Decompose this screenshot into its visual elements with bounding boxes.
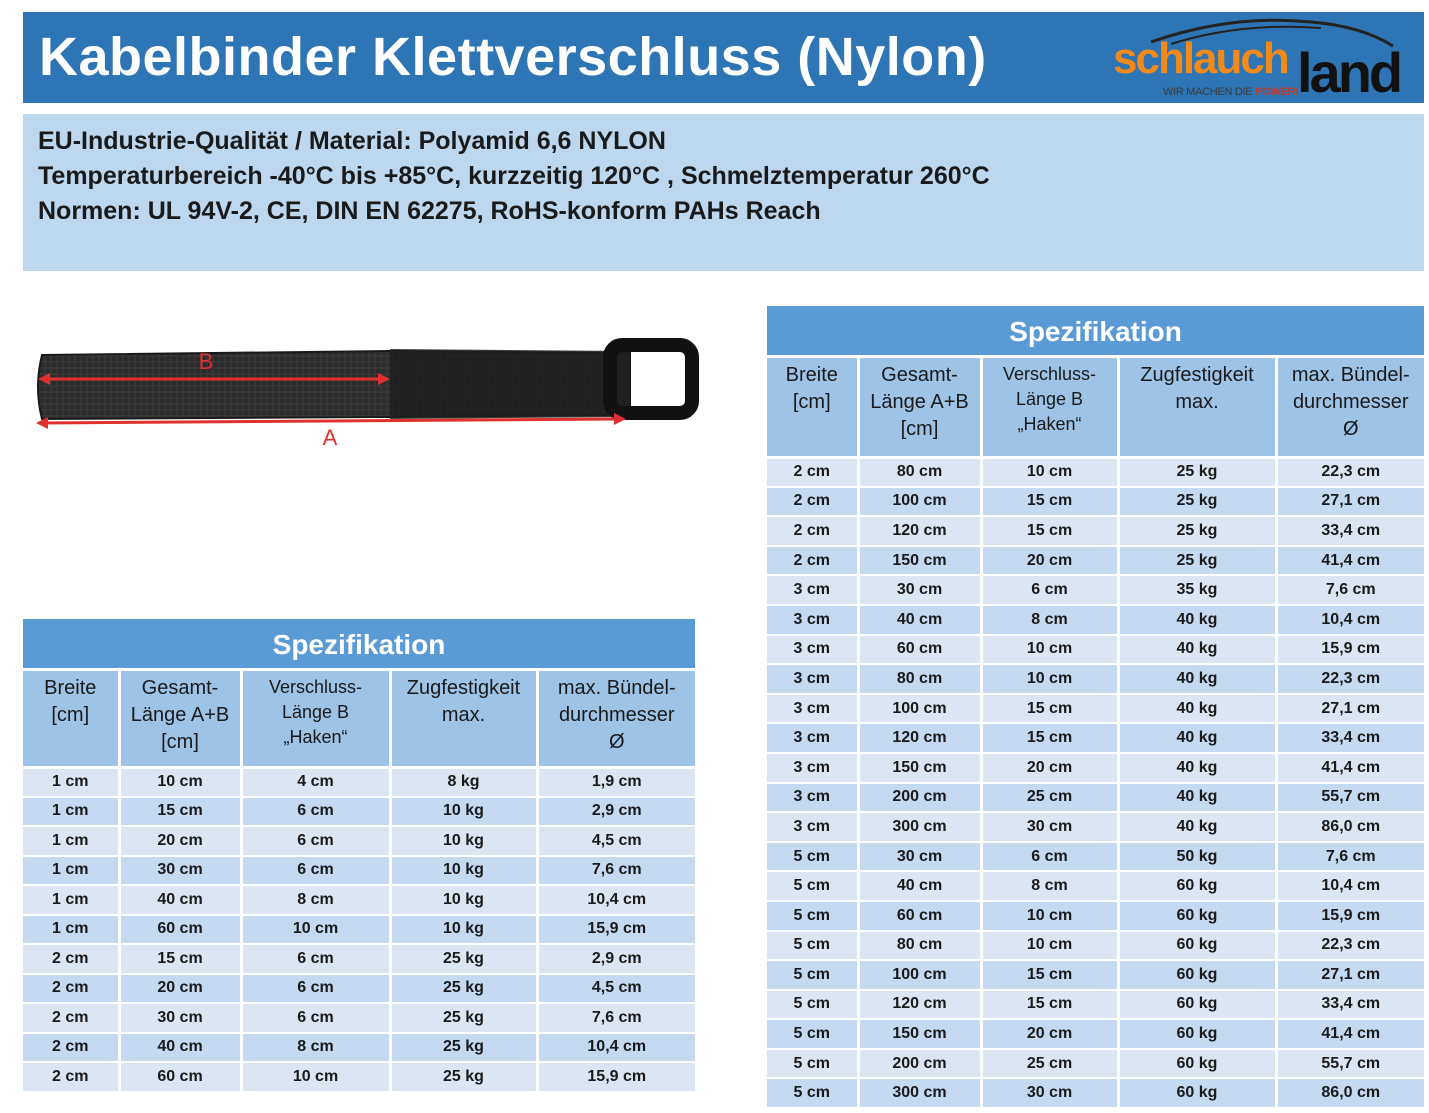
- cell-zugfestigkeit: 60 kg: [1118, 990, 1276, 1020]
- spec-table-left: [23, 619, 695, 1093]
- logo-tagline-text: WIR MACHEN DIE: [1163, 86, 1253, 98]
- col-header-buendeldurchmesser: [537, 671, 695, 767]
- cell-gesamtlaenge: 150 cm: [858, 753, 981, 783]
- spec-title-right: Spezifikation: [767, 306, 1424, 358]
- cell-gesamtlaenge: 80 cm: [858, 664, 981, 694]
- cell-verschlusslaenge: 15 cm: [981, 516, 1118, 546]
- cell-breite: 2 cm: [767, 457, 858, 487]
- cell-breite: 3 cm: [767, 605, 858, 635]
- page-title: Kabelbinder Klettverschluss (Nylon): [39, 27, 987, 87]
- cell-gesamtlaenge: 120 cm: [858, 516, 981, 546]
- col-header-line: Länge A+B: [870, 391, 969, 413]
- cell-buendeldurchmesser: 86,0 cm: [1276, 812, 1424, 842]
- cell-buendeldurchmesser: 15,9 cm: [537, 915, 695, 945]
- cell-gesamtlaenge: 60 cm: [858, 635, 981, 665]
- cell-verschlusslaenge: 15 cm: [981, 487, 1118, 517]
- table-row: [767, 842, 1424, 872]
- cell-verschlusslaenge: 6 cm: [981, 575, 1118, 605]
- cell-zugfestigkeit: 35 kg: [1118, 575, 1276, 605]
- cell-verschlusslaenge: 25 cm: [981, 1049, 1118, 1079]
- cell-breite: 2 cm: [767, 546, 858, 576]
- cell-gesamtlaenge: 40 cm: [119, 1033, 241, 1063]
- cell-verschlusslaenge: 4 cm: [241, 767, 390, 797]
- cell-buendeldurchmesser: 2,9 cm: [537, 944, 695, 974]
- cell-verschlusslaenge: 6 cm: [981, 842, 1118, 872]
- table-row: [767, 694, 1424, 724]
- col-header-line: [cm]: [51, 704, 90, 726]
- table-row: [767, 1019, 1424, 1049]
- col-header-line: Länge B: [281, 702, 350, 722]
- cell-zugfestigkeit: 60 kg: [1118, 901, 1276, 931]
- col-header-line: „Haken“: [283, 727, 348, 747]
- cell-buendeldurchmesser: 33,4 cm: [1276, 723, 1424, 753]
- cell-verschlusslaenge: 15 cm: [981, 960, 1118, 990]
- cell-verschlusslaenge: 8 cm: [981, 605, 1118, 635]
- table-row: [23, 915, 695, 945]
- col-header-line: „Haken“: [1017, 414, 1082, 434]
- cell-buendeldurchmesser: 27,1 cm: [1276, 694, 1424, 724]
- cell-zugfestigkeit: 10 kg: [390, 915, 537, 945]
- spec-grid-left: [23, 671, 695, 1093]
- cell-breite: 3 cm: [767, 812, 858, 842]
- col-header-line: Ø: [608, 731, 625, 753]
- col-header-breite: [767, 358, 858, 457]
- cell-breite: 3 cm: [767, 575, 858, 605]
- cell-buendeldurchmesser: 55,7 cm: [1276, 783, 1424, 813]
- cell-breite: 3 cm: [767, 723, 858, 753]
- cell-verschlusslaenge: 10 cm: [981, 901, 1118, 931]
- cell-gesamtlaenge: 30 cm: [119, 1003, 241, 1033]
- cell-buendeldurchmesser: 7,6 cm: [537, 856, 695, 886]
- cell-zugfestigkeit: 40 kg: [1118, 694, 1276, 724]
- cell-gesamtlaenge: 100 cm: [858, 487, 981, 517]
- cell-zugfestigkeit: 50 kg: [1118, 842, 1276, 872]
- cell-gesamtlaenge: 30 cm: [119, 856, 241, 886]
- table-row: [767, 990, 1424, 1020]
- col-header-line: max.: [441, 704, 486, 726]
- arrow-a: [42, 419, 620, 423]
- cell-gesamtlaenge: 40 cm: [119, 885, 241, 915]
- cell-zugfestigkeit: 60 kg: [1118, 1049, 1276, 1079]
- cell-buendeldurchmesser: 10,4 cm: [1276, 605, 1424, 635]
- cell-gesamtlaenge: 10 cm: [119, 767, 241, 797]
- header-row: [23, 671, 695, 767]
- cell-breite: 2 cm: [23, 974, 119, 1004]
- cell-buendeldurchmesser: 55,7 cm: [1276, 1049, 1424, 1079]
- cell-breite: 3 cm: [767, 694, 858, 724]
- cell-breite: 2 cm: [23, 944, 119, 974]
- cell-zugfestigkeit: 60 kg: [1118, 871, 1276, 901]
- cell-zugfestigkeit: 25 kg: [1118, 546, 1276, 576]
- cell-breite: 1 cm: [23, 856, 119, 886]
- cell-breite: 3 cm: [767, 783, 858, 813]
- cell-verschlusslaenge: 20 cm: [981, 753, 1118, 783]
- cell-buendeldurchmesser: 7,6 cm: [537, 1003, 695, 1033]
- spec-table-right: [767, 306, 1424, 1109]
- cell-breite: 1 cm: [23, 797, 119, 827]
- cell-buendeldurchmesser: 15,9 cm: [1276, 635, 1424, 665]
- cell-zugfestigkeit: 25 kg: [390, 1003, 537, 1033]
- cell-gesamtlaenge: 20 cm: [119, 974, 241, 1004]
- logo-tagline-power: POWER!: [1255, 86, 1299, 98]
- table-row: [767, 753, 1424, 783]
- table-row: [767, 457, 1424, 487]
- table-row: [767, 901, 1424, 931]
- table-row: [767, 1078, 1424, 1108]
- cell-buendeldurchmesser: 33,4 cm: [1276, 990, 1424, 1020]
- col-header-line: Breite: [785, 364, 838, 386]
- cell-verschlusslaenge: 6 cm: [241, 826, 390, 856]
- cell-buendeldurchmesser: 22,3 cm: [1276, 457, 1424, 487]
- cell-verschlusslaenge: 6 cm: [241, 944, 390, 974]
- cell-breite: 5 cm: [767, 960, 858, 990]
- cell-breite: 2 cm: [23, 1062, 119, 1092]
- cell-breite: 5 cm: [767, 842, 858, 872]
- cell-zugfestigkeit: 60 kg: [1118, 931, 1276, 961]
- cell-verschlusslaenge: 8 cm: [981, 871, 1118, 901]
- cell-zugfestigkeit: 40 kg: [1118, 812, 1276, 842]
- table-row: [767, 605, 1424, 635]
- cell-buendeldurchmesser: 10,4 cm: [537, 1033, 695, 1063]
- cell-buendeldurchmesser: 15,9 cm: [537, 1062, 695, 1092]
- cell-breite: 5 cm: [767, 901, 858, 931]
- table-row: [767, 960, 1424, 990]
- col-header-breite: [23, 671, 119, 767]
- cell-zugfestigkeit: 10 kg: [390, 826, 537, 856]
- col-header-line: [cm]: [900, 418, 939, 440]
- cell-buendeldurchmesser: 33,4 cm: [1276, 516, 1424, 546]
- cell-zugfestigkeit: 40 kg: [1118, 605, 1276, 635]
- cell-gesamtlaenge: 150 cm: [858, 1019, 981, 1049]
- cell-buendeldurchmesser: 27,1 cm: [1276, 487, 1424, 517]
- table-row: [23, 944, 695, 974]
- col-header-line: max.: [1175, 391, 1219, 413]
- col-header-buendeldurchmesser: [1276, 358, 1424, 457]
- table-row: [767, 487, 1424, 517]
- col-header-zugfestigkeit: [390, 671, 537, 767]
- col-header-line: Verschluss-: [1002, 364, 1097, 384]
- col-header-verschlusslaenge: [241, 671, 390, 767]
- table-row: [767, 871, 1424, 901]
- cell-breite: 2 cm: [23, 1003, 119, 1033]
- cell-zugfestigkeit: 40 kg: [1118, 723, 1276, 753]
- label-b: B: [198, 349, 214, 374]
- cell-gesamtlaenge: 30 cm: [858, 575, 981, 605]
- cell-buendeldurchmesser: 41,4 cm: [1276, 546, 1424, 576]
- label-a: A: [322, 425, 338, 450]
- cell-gesamtlaenge: 200 cm: [858, 783, 981, 813]
- spec-title-left: Spezifikation: [23, 619, 695, 671]
- cell-gesamtlaenge: 60 cm: [858, 901, 981, 931]
- cell-breite: 5 cm: [767, 1019, 858, 1049]
- cell-verschlusslaenge: 10 cm: [981, 931, 1118, 961]
- col-header-line: Gesamt-: [141, 677, 219, 699]
- strap-hook-section: [390, 349, 630, 419]
- table-row: [23, 974, 695, 1004]
- cell-buendeldurchmesser: 4,5 cm: [537, 974, 695, 1004]
- cell-gesamtlaenge: 60 cm: [119, 1062, 241, 1092]
- cell-verschlusslaenge: 25 cm: [981, 783, 1118, 813]
- info-line-material: EU-Industrie-Qualität / Material: Polyamid 6,6 NYLON: [38, 127, 666, 155]
- cell-gesamtlaenge: 40 cm: [858, 605, 981, 635]
- cell-breite: 1 cm: [23, 826, 119, 856]
- info-line-temperature: Temperaturbereich -40°C bis +85°C, kurzzeitig 120°C , Schmelztemperatur 260°C: [38, 162, 990, 190]
- cell-verschlusslaenge: 6 cm: [241, 856, 390, 886]
- cell-gesamtlaenge: 60 cm: [119, 915, 241, 945]
- info-box: [23, 114, 1424, 271]
- table-row: [23, 1062, 695, 1092]
- cell-buendeldurchmesser: 27,1 cm: [1276, 960, 1424, 990]
- cell-buendeldurchmesser: 41,4 cm: [1276, 753, 1424, 783]
- table-row: [23, 1003, 695, 1033]
- cell-gesamtlaenge: 300 cm: [858, 1078, 981, 1108]
- cell-zugfestigkeit: 40 kg: [1118, 783, 1276, 813]
- cell-zugfestigkeit: 25 kg: [390, 1033, 537, 1063]
- col-header-line: Länge B: [1015, 389, 1084, 409]
- col-header-line: max. Bündel-: [1291, 364, 1410, 386]
- cell-gesamtlaenge: 20 cm: [119, 826, 241, 856]
- cell-breite: 1 cm: [23, 885, 119, 915]
- table-row: [767, 546, 1424, 576]
- velcro-strap-diagram: [30, 335, 710, 450]
- cell-verschlusslaenge: 6 cm: [241, 974, 390, 1004]
- col-header-line: max. Bündel-: [557, 677, 676, 699]
- cell-zugfestigkeit: 25 kg: [390, 944, 537, 974]
- cell-breite: 5 cm: [767, 1049, 858, 1079]
- cell-buendeldurchmesser: 7,6 cm: [1276, 842, 1424, 872]
- cell-gesamtlaenge: 120 cm: [858, 723, 981, 753]
- col-header-line: Zugfestigkeit: [1140, 364, 1254, 386]
- cell-buendeldurchmesser: 41,4 cm: [1276, 1019, 1424, 1049]
- col-header-gesamtlaenge: [119, 671, 241, 767]
- cell-buendeldurchmesser: 10,4 cm: [1276, 871, 1424, 901]
- cell-zugfestigkeit: 10 kg: [390, 797, 537, 827]
- table-row: [23, 767, 695, 797]
- col-header-gesamtlaenge: [858, 358, 981, 457]
- cell-verschlusslaenge: 30 cm: [981, 812, 1118, 842]
- cell-gesamtlaenge: 100 cm: [858, 960, 981, 990]
- logo-word-schlauch: schlauch: [1113, 34, 1288, 83]
- table-row: [767, 931, 1424, 961]
- table-row: [767, 635, 1424, 665]
- col-header-line: [cm]: [161, 731, 199, 753]
- cell-buendeldurchmesser: 15,9 cm: [1276, 901, 1424, 931]
- cell-buendeldurchmesser: 2,9 cm: [537, 797, 695, 827]
- cell-buendeldurchmesser: 10,4 cm: [537, 885, 695, 915]
- cell-breite: 2 cm: [23, 1033, 119, 1063]
- cell-verschlusslaenge: 8 cm: [241, 885, 390, 915]
- cell-verschlusslaenge: 8 cm: [241, 1033, 390, 1063]
- cell-gesamtlaenge: 15 cm: [119, 797, 241, 827]
- col-header-line: Verschluss-: [268, 677, 363, 697]
- cell-verschlusslaenge: 10 cm: [241, 1062, 390, 1092]
- cell-breite: 5 cm: [767, 871, 858, 901]
- cell-verschlusslaenge: 15 cm: [981, 723, 1118, 753]
- table-row: [23, 856, 695, 886]
- table-row: [23, 797, 695, 827]
- cell-zugfestigkeit: 25 kg: [1118, 516, 1276, 546]
- cell-gesamtlaenge: 80 cm: [858, 931, 981, 961]
- cell-breite: 1 cm: [23, 767, 119, 797]
- brand-logo: [1111, 16, 1401, 104]
- cell-gesamtlaenge: 100 cm: [858, 694, 981, 724]
- table-row: [23, 885, 695, 915]
- cell-gesamtlaenge: 30 cm: [858, 842, 981, 872]
- cell-verschlusslaenge: 6 cm: [241, 797, 390, 827]
- cell-breite: 3 cm: [767, 664, 858, 694]
- header-banner: [23, 12, 1424, 103]
- cell-gesamtlaenge: 15 cm: [119, 944, 241, 974]
- table-row: [767, 516, 1424, 546]
- cell-gesamtlaenge: 120 cm: [858, 990, 981, 1020]
- col-header-line: Gesamt-: [881, 364, 958, 386]
- spec-body-left: [23, 767, 695, 1092]
- col-header-line: durchmesser: [558, 704, 675, 726]
- cell-zugfestigkeit: 25 kg: [390, 974, 537, 1004]
- cell-gesamtlaenge: 40 cm: [858, 871, 981, 901]
- cell-buendeldurchmesser: 4,5 cm: [537, 826, 695, 856]
- table-row: [23, 826, 695, 856]
- cell-zugfestigkeit: 60 kg: [1118, 1019, 1276, 1049]
- cell-breite: 5 cm: [767, 1078, 858, 1108]
- cell-zugfestigkeit: 40 kg: [1118, 753, 1276, 783]
- cell-buendeldurchmesser: 1,9 cm: [537, 767, 695, 797]
- cell-breite: 3 cm: [767, 635, 858, 665]
- table-row: [767, 664, 1424, 694]
- cell-breite: 5 cm: [767, 931, 858, 961]
- table-row: [767, 575, 1424, 605]
- cell-verschlusslaenge: 15 cm: [981, 990, 1118, 1020]
- cell-buendeldurchmesser: 22,3 cm: [1276, 664, 1424, 694]
- col-header-line: Zugfestigkeit: [406, 677, 521, 699]
- cell-zugfestigkeit: 10 kg: [390, 856, 537, 886]
- table-row: [767, 812, 1424, 842]
- cell-verschlusslaenge: 20 cm: [981, 546, 1118, 576]
- cell-gesamtlaenge: 150 cm: [858, 546, 981, 576]
- col-header-line: Ø: [1342, 418, 1359, 440]
- table-row: [23, 1033, 695, 1063]
- cell-zugfestigkeit: 8 kg: [390, 767, 537, 797]
- info-line-standards: Normen: UL 94V-2, CE, DIN EN 62275, RoHS-konform PAHs Reach: [38, 197, 821, 225]
- cell-breite: 5 cm: [767, 990, 858, 1020]
- col-header-zugfestigkeit: [1118, 358, 1276, 457]
- table-row: [767, 783, 1424, 813]
- cell-verschlusslaenge: 10 cm: [241, 915, 390, 945]
- cell-verschlusslaenge: 15 cm: [981, 694, 1118, 724]
- cell-zugfestigkeit: 25 kg: [390, 1062, 537, 1092]
- cell-zugfestigkeit: 40 kg: [1118, 635, 1276, 665]
- cell-buendeldurchmesser: 86,0 cm: [1276, 1078, 1424, 1108]
- cell-verschlusslaenge: 20 cm: [981, 1019, 1118, 1049]
- cell-verschlusslaenge: 10 cm: [981, 664, 1118, 694]
- cell-breite: 2 cm: [767, 516, 858, 546]
- logo-word-land: land: [1297, 41, 1401, 104]
- spec-grid-right: [767, 358, 1424, 1109]
- header-row: [767, 358, 1424, 457]
- cell-verschlusslaenge: 6 cm: [241, 1003, 390, 1033]
- cell-breite: 2 cm: [767, 487, 858, 517]
- cell-buendeldurchmesser: 22,3 cm: [1276, 931, 1424, 961]
- cell-zugfestigkeit: 10 kg: [390, 885, 537, 915]
- table-row: [767, 1049, 1424, 1079]
- cell-gesamtlaenge: 300 cm: [858, 812, 981, 842]
- cell-verschlusslaenge: 10 cm: [981, 635, 1118, 665]
- col-header-line: [cm]: [792, 391, 831, 413]
- cell-zugfestigkeit: 60 kg: [1118, 960, 1276, 990]
- spec-body-right: [767, 457, 1424, 1108]
- cell-zugfestigkeit: 25 kg: [1118, 487, 1276, 517]
- cell-gesamtlaenge: 80 cm: [858, 457, 981, 487]
- cell-verschlusslaenge: 30 cm: [981, 1078, 1118, 1108]
- table-row: [767, 723, 1424, 753]
- cell-verschlusslaenge: 10 cm: [981, 457, 1118, 487]
- cell-zugfestigkeit: 40 kg: [1118, 664, 1276, 694]
- cell-zugfestigkeit: 25 kg: [1118, 457, 1276, 487]
- logo-tagline: [1163, 86, 1299, 98]
- cell-zugfestigkeit: 60 kg: [1118, 1078, 1276, 1108]
- col-header-verschlusslaenge: [981, 358, 1118, 457]
- col-header-line: Länge A+B: [130, 704, 230, 726]
- cell-breite: 1 cm: [23, 915, 119, 945]
- cell-gesamtlaenge: 200 cm: [858, 1049, 981, 1079]
- col-header-line: Breite: [44, 677, 97, 699]
- cell-breite: 3 cm: [767, 753, 858, 783]
- col-header-line: durchmesser: [1292, 391, 1409, 413]
- cell-buendeldurchmesser: 7,6 cm: [1276, 575, 1424, 605]
